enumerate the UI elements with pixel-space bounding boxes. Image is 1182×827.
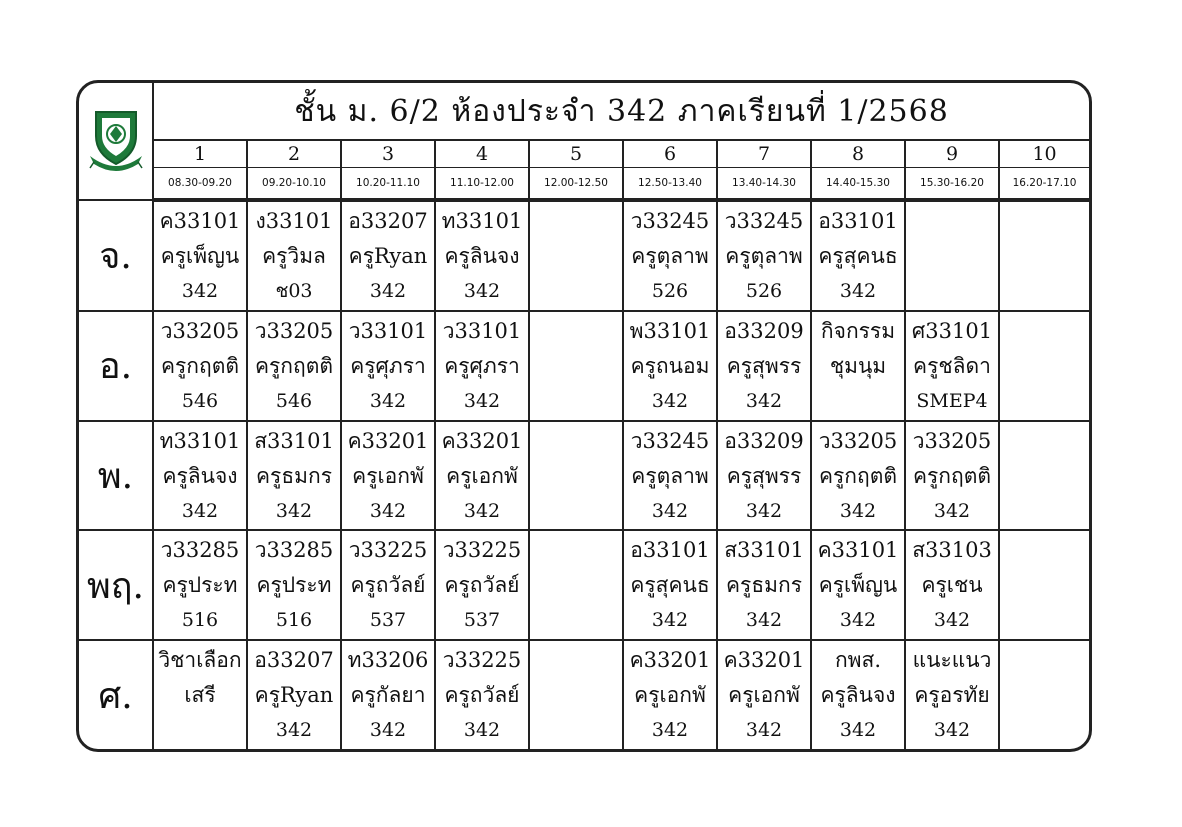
room-number: 342 <box>181 280 219 302</box>
room-number: SMEP4 <box>916 389 988 412</box>
subject-code: อ33101 <box>818 209 898 233</box>
teacher-name: ครูกฤตติ <box>818 463 898 488</box>
subject-code: แนะแนว <box>912 648 992 673</box>
teacher-name: ชุมนุม <box>829 353 887 378</box>
subject-code: ส33101 <box>254 428 334 453</box>
room-number: 546 <box>275 389 313 412</box>
teacher-name: ครูเอกพั <box>352 463 424 488</box>
class-slot <box>811 530 905 640</box>
teacher-name: ครูRyan <box>348 244 428 268</box>
teacher-name: ครูสุพรร <box>726 353 802 378</box>
room-number: 516 <box>181 609 219 632</box>
room-number: 546 <box>181 389 219 412</box>
subject-code: ว33245 <box>630 428 710 453</box>
teacher-name: ครูประท <box>162 573 238 598</box>
room-number: 342 <box>369 280 407 302</box>
page-title: ชั้น ม. 6/2 ห้องประจำ 342 ภาคเรียนที่ 1/2568 <box>153 83 1089 140</box>
room-number: 342 <box>463 280 501 302</box>
subject-code: ศ33101 <box>911 318 993 343</box>
subject-code: ค33201 <box>441 428 523 453</box>
class-slot <box>811 421 905 531</box>
subject-code: ท33101 <box>441 209 523 233</box>
class-slot <box>247 530 341 640</box>
class-slot <box>623 640 717 749</box>
subject-code: กพส. <box>834 648 882 673</box>
subject-code: ท33206 <box>347 648 429 673</box>
subject-code: ส33103 <box>912 538 992 563</box>
day-row <box>79 530 1089 640</box>
subject-code: อ33209 <box>724 318 804 343</box>
room-number: 342 <box>651 389 689 412</box>
subject-code: ว33101 <box>348 318 428 343</box>
subject-code: ว33225 <box>442 648 522 673</box>
room-number: 342 <box>745 499 783 522</box>
teacher-name: ครูชลิดา <box>913 353 991 378</box>
subject-code: อ33207 <box>348 209 428 233</box>
room-number: 537 <box>369 609 407 632</box>
subject-code: ว33205 <box>254 318 334 343</box>
class-slot <box>153 200 247 311</box>
period-time: 15.30-16.20 <box>905 168 999 201</box>
class-slot <box>153 530 247 640</box>
teacher-name: ครูสุคนธ <box>818 244 898 268</box>
empty-slot <box>529 200 623 311</box>
period-number: 5 <box>529 140 623 168</box>
room-number: 342 <box>933 719 971 742</box>
room-number: 342 <box>745 719 783 742</box>
subject-code: อ33101 <box>630 538 710 563</box>
room-number: 342 <box>369 499 407 522</box>
empty-slot <box>999 421 1089 531</box>
subject-code: ว33205 <box>912 428 992 453</box>
subject-code: พ33101 <box>629 318 711 343</box>
period-time: 11.10-12.00 <box>435 168 529 201</box>
room-number: 516 <box>275 609 313 632</box>
room-number: 342 <box>651 719 689 742</box>
period-time: 09.20-10.10 <box>247 168 341 201</box>
room-number: 342 <box>369 719 407 742</box>
timetable-frame <box>76 80 1092 752</box>
room-number: 342 <box>839 719 877 742</box>
subject-code: ว33225 <box>348 538 428 563</box>
class-slot <box>341 640 435 749</box>
class-slot <box>153 421 247 531</box>
class-slot <box>247 200 341 311</box>
class-slot <box>435 200 529 311</box>
day-label: ศ. <box>79 640 153 749</box>
subject-code: ค33201 <box>723 648 805 673</box>
subject-code: อ33209 <box>724 428 804 453</box>
day-row <box>79 200 1089 311</box>
period-time: 13.40-14.30 <box>717 168 811 201</box>
logo-cell <box>79 83 153 200</box>
room-number: 537 <box>463 609 501 632</box>
period-number: 1 <box>153 140 247 168</box>
teacher-name: ครูเพ็ญน <box>160 244 240 268</box>
period-time: 16.20-17.10 <box>999 168 1089 201</box>
subject-code: ว33225 <box>442 538 522 563</box>
class-slot <box>905 421 999 531</box>
class-slot <box>247 421 341 531</box>
subject-code: ท33101 <box>159 428 241 453</box>
teacher-name: เสรี <box>184 683 216 708</box>
class-slot <box>811 311 905 421</box>
subject-code: ว33101 <box>442 318 522 343</box>
class-slot <box>717 421 811 531</box>
class-slot <box>153 311 247 421</box>
teacher-name: ครูลินจง <box>444 244 520 268</box>
teacher-name: ครูวิมล <box>262 244 326 268</box>
period-number: 9 <box>905 140 999 168</box>
room-number: 342 <box>369 389 407 412</box>
period-time: 12.00-12.50 <box>529 168 623 201</box>
empty-slot <box>529 421 623 531</box>
subject-code: ค33101 <box>159 209 241 233</box>
class-slot <box>717 640 811 749</box>
teacher-name: ครูศุภรา <box>350 353 426 378</box>
class-slot <box>623 530 717 640</box>
class-slot <box>435 311 529 421</box>
subject-code: ค33201 <box>347 428 429 453</box>
period-number: 10 <box>999 140 1089 168</box>
subject-code: กิจกรรม <box>820 318 896 343</box>
teacher-name: ครูRyan <box>254 683 334 708</box>
period-time: 14.40-15.30 <box>811 168 905 201</box>
period-number: 4 <box>435 140 529 168</box>
class-slot <box>717 530 811 640</box>
empty-slot <box>999 311 1089 421</box>
teacher-name: ครูกฤตติ <box>254 353 334 378</box>
room-number: 342 <box>933 499 971 522</box>
teacher-name: ครูธมกร <box>256 463 332 488</box>
class-slot <box>623 311 717 421</box>
subject-code: ว33285 <box>160 538 240 563</box>
period-time: 10.20-11.10 <box>341 168 435 201</box>
teacher-name: ครูลินจง <box>162 463 238 488</box>
teacher-name: ครูประท <box>256 573 332 598</box>
room-number: 342 <box>839 499 877 522</box>
teacher-name: ครูถวัลย์ <box>444 573 520 598</box>
period-number: 7 <box>717 140 811 168</box>
teacher-name: ครูลินจง <box>820 683 896 708</box>
room-number: 342 <box>745 609 783 632</box>
subject-code: ว33245 <box>630 209 710 233</box>
class-slot <box>247 311 341 421</box>
teacher-name: ครูสุคนธ <box>630 573 710 598</box>
period-number: 2 <box>247 140 341 168</box>
class-slot <box>623 421 717 531</box>
teacher-name: ครูกฤตติ <box>160 353 240 378</box>
class-slot <box>905 530 999 640</box>
class-slot <box>247 640 341 749</box>
subject-code: ค33101 <box>817 538 899 563</box>
teacher-name: ครูถนอม <box>630 353 710 378</box>
room-number: 526 <box>745 280 783 302</box>
class-slot <box>153 640 247 749</box>
room-number: 342 <box>651 499 689 522</box>
period-time: 12.50-13.40 <box>623 168 717 201</box>
period-number: 6 <box>623 140 717 168</box>
subject-code: ว33205 <box>160 318 240 343</box>
teacher-name: ครูอรทัย <box>914 683 990 708</box>
room-number: 342 <box>463 389 501 412</box>
room-number: 342 <box>839 609 877 632</box>
room-number: 342 <box>275 719 313 742</box>
day-row <box>79 640 1089 749</box>
empty-slot <box>999 530 1089 640</box>
period-number: 3 <box>341 140 435 168</box>
class-slot <box>905 640 999 749</box>
day-label: พ. <box>79 421 153 531</box>
day-row <box>79 311 1089 421</box>
room-number: 342 <box>839 280 877 302</box>
teacher-name: ครูตุลาพ <box>725 244 803 268</box>
teacher-name: ครูธมกร <box>726 573 802 598</box>
empty-slot <box>905 200 999 311</box>
teacher-name: ครูถวัลย์ <box>444 683 520 708</box>
teacher-name: ครูกัลยา <box>350 683 426 708</box>
day-row <box>79 421 1089 531</box>
empty-slot <box>529 311 623 421</box>
teacher-name: ครูเอกพั <box>728 683 800 708</box>
class-slot <box>811 200 905 311</box>
day-label: พฤ. <box>79 530 153 640</box>
class-slot <box>341 421 435 531</box>
teacher-name: ครูเพ็ญน <box>818 573 898 598</box>
subject-code: ง33101 <box>255 209 333 233</box>
teacher-name: ครูกฤตติ <box>912 463 992 488</box>
room-number: 342 <box>181 499 219 522</box>
class-slot <box>717 200 811 311</box>
room-number: 342 <box>745 389 783 412</box>
class-slot <box>623 200 717 311</box>
subject-code: ค33201 <box>629 648 711 673</box>
room-number: 342 <box>275 499 313 522</box>
teacher-name: ครูสุพรร <box>726 463 802 488</box>
subject-code: ส33101 <box>724 538 804 563</box>
school-crest-icon <box>86 106 146 172</box>
empty-slot <box>999 200 1089 311</box>
teacher-name: ครูเอกพั <box>446 463 518 488</box>
class-slot <box>435 421 529 531</box>
teacher-name: ครูตุลาพ <box>631 244 709 268</box>
empty-slot <box>529 640 623 749</box>
room-number: 342 <box>463 499 501 522</box>
subject-code: ว33205 <box>818 428 898 453</box>
class-slot <box>341 311 435 421</box>
subject-code: อ33207 <box>254 648 334 673</box>
teacher-name: ครูศุภรา <box>444 353 520 378</box>
empty-slot <box>999 640 1089 749</box>
class-slot <box>341 200 435 311</box>
class-slot <box>905 311 999 421</box>
room-number: 342 <box>933 609 971 632</box>
room-number: ช03 <box>275 280 313 302</box>
empty-slot <box>529 530 623 640</box>
teacher-name: ครูถวัลย์ <box>350 573 426 598</box>
period-time: 08.30-09.20 <box>153 168 247 201</box>
class-slot <box>435 530 529 640</box>
room-number: 342 <box>651 609 689 632</box>
day-label: จ. <box>79 200 153 311</box>
class-slot <box>341 530 435 640</box>
class-slot <box>717 311 811 421</box>
timetable <box>79 83 1089 749</box>
class-slot <box>435 640 529 749</box>
teacher-name: ครูตุลาพ <box>631 463 709 488</box>
room-number: 526 <box>651 280 689 302</box>
subject-code: ว33245 <box>724 209 804 233</box>
subject-code: วิชาเลือก <box>158 648 242 673</box>
room-number: 342 <box>463 719 501 742</box>
teacher-name: ครูเชน <box>921 573 983 598</box>
subject-code: ว33285 <box>254 538 334 563</box>
class-slot <box>811 640 905 749</box>
period-number: 8 <box>811 140 905 168</box>
teacher-name: ครูเอกพั <box>634 683 706 708</box>
day-label: อ. <box>79 311 153 421</box>
